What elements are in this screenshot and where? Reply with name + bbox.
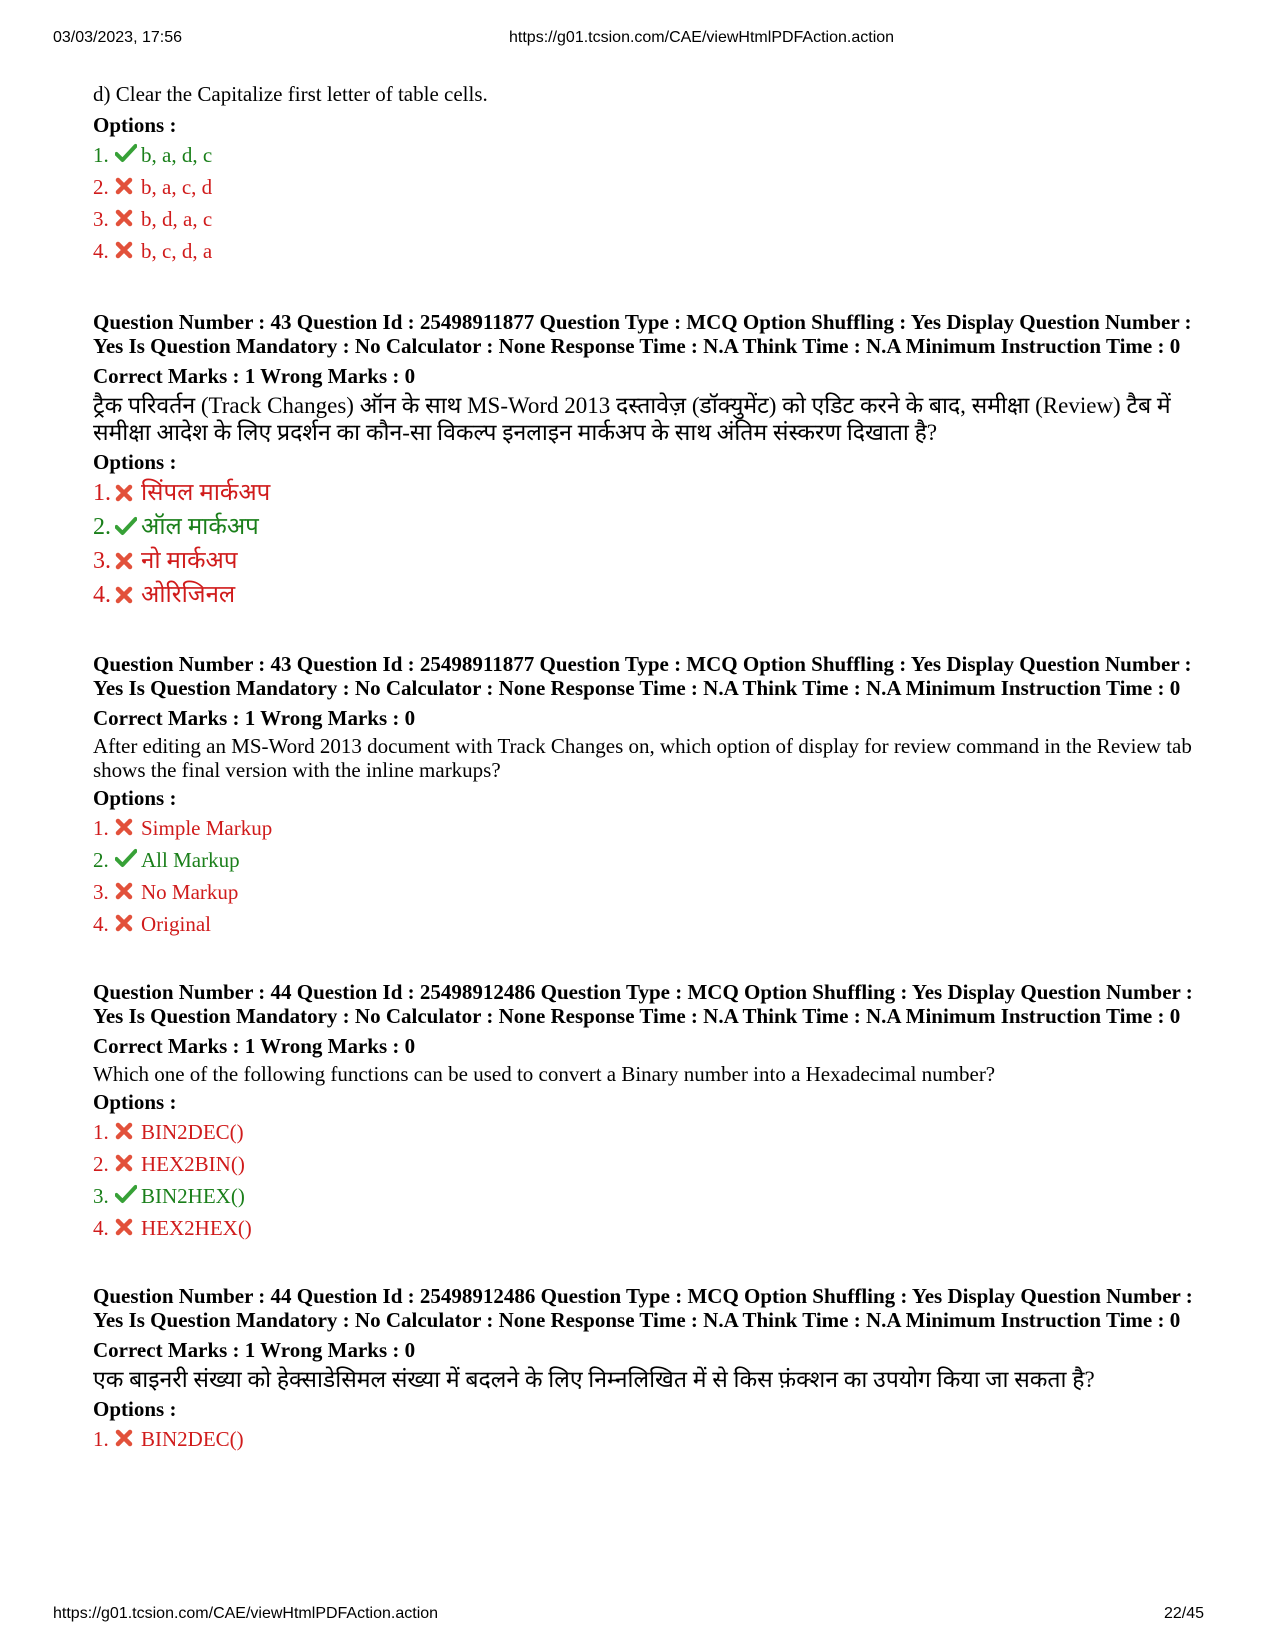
option-number: 1. <box>93 480 111 506</box>
question-text: After editing an MS-Word 2013 document with Track Changes on, which option of display for review command in the Review tab shows the final version with the inline markups? <box>93 734 1192 782</box>
option-text: ऑल मार्कअप <box>141 514 259 540</box>
statement-line: d) Clear the Capitalize first letter of table cells. <box>93 82 488 106</box>
question-meta: Question Number : 43 Question Id : 25498911877 Question Type : MCQ Option Shuffling : Yes Display Question Number : Yes Is Question Mandatory : No Calculator : None Response Time : N.A Think Time : N.A Minimum Instruction Time : 0 <box>93 310 1192 358</box>
question-meta: Question Number : 44 Question Id : 25498912486 Question Type : MCQ Option Shuffling : Yes Display Question Number : Yes Is Question Mandatory : No Calculator : None Response Time : N.A Think Time : N.A Minimum Instruction Time : 0 <box>93 980 1193 1028</box>
cross-icon <box>115 204 139 226</box>
option-number: 1. <box>93 816 109 840</box>
option-number: 2. <box>93 848 109 872</box>
option-number: 2. <box>93 1152 109 1176</box>
options-list <box>93 812 1193 940</box>
cross-icon <box>115 813 139 835</box>
option-number: 4. <box>93 239 109 263</box>
cross-icon <box>115 877 139 899</box>
option-text: b, a, d, c <box>141 143 213 167</box>
option-text: All Markup <box>141 848 240 872</box>
option-item <box>93 203 1193 235</box>
question-marks: Correct Marks : 1 Wrong Marks : 0 <box>93 1338 416 1362</box>
option-text: b, c, d, a <box>141 239 213 263</box>
option-item <box>93 171 1193 203</box>
option-item <box>93 139 1193 171</box>
option-text: ओरिजिनल <box>141 582 236 608</box>
footer-url: https://g01.tcsion.com/CAE/viewHtmlPDFAction.action <box>53 1605 439 1622</box>
option-text: HEX2HEX() <box>141 1216 252 1240</box>
question-text: Which one of the following functions can be used to convert a Binary number into a Hexadecimal number? <box>93 1062 996 1086</box>
option-item <box>93 1212 1193 1244</box>
question-block <box>93 310 1193 612</box>
question-meta: Question Number : 43 Question Id : 25498911877 Question Type : MCQ Option Shuffling : Yes Display Question Number : Yes Is Question Mandatory : No Calculator : None Response Time : N.A Think Time : N.A Minimum Instruction Time : 0 <box>93 652 1192 700</box>
question-text: एक बाइनरी संख्या को हेक्साडेसिमल संख्या में बदलने के लिए निम्नलिखित में से किस फ़ंक्शन का उपयोग किया जा सकता है? <box>93 1367 1095 1392</box>
option-item <box>93 844 1193 876</box>
option-number: 3. <box>93 880 109 904</box>
cross-icon <box>115 236 139 258</box>
option-text: सिंपल मार्कअप <box>141 480 271 506</box>
cross-icon <box>115 909 139 931</box>
option-number: 4. <box>93 912 109 936</box>
question-meta: Question Number : 44 Question Id : 25498912486 Question Type : MCQ Option Shuffling : Yes Display Question Number : Yes Is Question Mandatory : No Calculator : None Response Time : N.A Think Time : N.A Minimum Instruction Time : 0 <box>93 1284 1193 1332</box>
options-list <box>93 1423 1193 1455</box>
option-number: 1. <box>93 1120 109 1144</box>
option-text: BIN2DEC() <box>141 1427 244 1451</box>
cross-icon <box>115 580 139 602</box>
option-item <box>93 510 1193 544</box>
option-number: 4. <box>93 1216 109 1240</box>
options-list <box>93 1116 1193 1244</box>
option-item <box>93 544 1193 578</box>
check-icon <box>115 845 139 867</box>
options-label: Options : <box>93 113 177 137</box>
option-text: BIN2DEC() <box>141 1120 244 1144</box>
option-number: 1. <box>93 1427 109 1451</box>
option-item <box>93 1116 1193 1148</box>
options-list <box>93 139 1193 267</box>
option-text: HEX2BIN() <box>141 1152 245 1176</box>
option-text: BIN2HEX() <box>141 1184 245 1208</box>
cross-icon <box>115 478 139 500</box>
cross-icon <box>115 546 139 568</box>
question-block <box>93 1284 1193 1455</box>
previous-question-tail <box>93 80 1193 267</box>
option-number: 2. <box>93 175 109 199</box>
option-item <box>93 578 1193 612</box>
option-item <box>93 908 1193 940</box>
option-item <box>93 1423 1193 1455</box>
options-label: Options : <box>93 1090 177 1114</box>
option-text: b, a, c, d <box>141 175 213 199</box>
options-label: Options : <box>93 786 177 810</box>
page-content <box>93 80 1193 1455</box>
option-text: No Markup <box>141 880 239 904</box>
option-item <box>93 1148 1193 1180</box>
question-marks: Correct Marks : 1 Wrong Marks : 0 <box>93 706 416 730</box>
option-number: 2. <box>93 514 111 540</box>
option-number: 3. <box>93 1184 109 1208</box>
cross-icon <box>115 1117 139 1139</box>
check-icon <box>115 140 139 162</box>
option-item <box>93 235 1193 267</box>
option-number: 4. <box>93 582 111 608</box>
option-text: Original <box>141 912 211 936</box>
footer-page-number: 22/45 <box>1164 1605 1205 1622</box>
option-item <box>93 812 1193 844</box>
options-list <box>93 476 1193 612</box>
question-marks: Correct Marks : 1 Wrong Marks : 0 <box>93 364 416 388</box>
option-text: Simple Markup <box>141 816 273 840</box>
cross-icon <box>115 172 139 194</box>
cross-icon <box>115 1149 139 1171</box>
header-url: https://g01.tcsion.com/CAE/viewHtmlPDFAction.action <box>509 29 895 46</box>
options-label: Options : <box>93 450 177 474</box>
options-label: Options : <box>93 1397 177 1421</box>
header-datetime: 03/03/2023, 17:56 <box>53 29 183 46</box>
option-number: 3. <box>93 207 109 231</box>
option-number: 3. <box>93 548 111 574</box>
question-text: ट्रैक परिवर्तन (Track Changes) ऑन के साथ MS-Word 2013 दस्तावेज़ (डॉक्युमेंट) को एडिट करने के बाद, समीक्षा (Review) टैब में समीक्षा आदेश के लिए प्रदर्शन का कौन-सा विकल्प इनलाइन मार्कअप के साथ अंतिम संस्करण दिखाता है? <box>93 393 1171 445</box>
check-icon <box>115 512 139 534</box>
option-item <box>93 876 1193 908</box>
cross-icon <box>115 1213 139 1235</box>
option-item <box>93 476 1193 510</box>
cross-icon <box>115 1424 139 1446</box>
option-number: 1. <box>93 143 109 167</box>
question-marks: Correct Marks : 1 Wrong Marks : 0 <box>93 1034 416 1058</box>
question-block <box>93 980 1193 1244</box>
question-block <box>93 652 1193 940</box>
option-item <box>93 1180 1193 1212</box>
check-icon <box>115 1181 139 1203</box>
option-text: नो मार्कअप <box>141 548 238 574</box>
option-text: b, d, a, c <box>141 207 213 231</box>
